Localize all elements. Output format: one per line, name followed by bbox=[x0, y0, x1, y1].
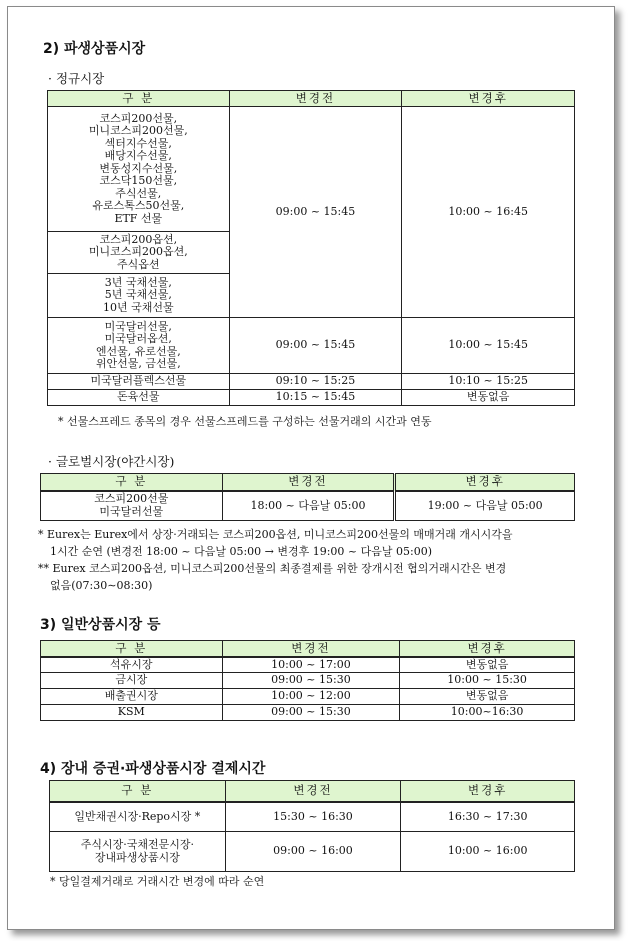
table-row: 일반채권시장·Repo시장 * 15:30 ~ 16:30 16:30 ~ 17:30 bbox=[50, 802, 575, 832]
global-note-2-line-1: ** Eurex 코스피200옵션, 미니코스피200선물의 최종결제를 위한 장개시전 협의거래시간은 변경 bbox=[38, 562, 507, 575]
flex-after-time: 10:10 ~ 15:25 bbox=[402, 374, 575, 390]
header-before: 변경전 bbox=[229, 91, 402, 107]
global-header-after: 변경후 bbox=[395, 474, 575, 491]
global-after-time: 19:00 ~ 다음날 05:00 bbox=[395, 491, 575, 521]
global-header-before: 변경전 bbox=[222, 474, 395, 491]
group1-before-time: 09:00 ~ 15:45 bbox=[229, 107, 402, 318]
header-category: 구 분 bbox=[48, 91, 230, 107]
global-market-table bbox=[40, 473, 575, 521]
global-note-1-line-1: * Eurex는 Eurex에서 상장·거래되는 코스피200옵션, 미니코스피200선물의 매매거래 개시시각을 bbox=[38, 528, 513, 541]
pork-after-time: 변동없음 bbox=[402, 390, 575, 406]
section-3-title: 3) 일반상품시장 등 bbox=[40, 617, 161, 633]
section-2-title: 2) 파생상품시장 bbox=[43, 41, 146, 57]
table-row: 석유시장 10:00 ~ 17:00 변동없음 bbox=[41, 657, 575, 673]
global-header-category: 구 분 bbox=[41, 474, 223, 491]
pork-before-time: 10:15 ~ 15:45 bbox=[229, 390, 402, 406]
table-row: 금시장 09:00 ~ 15:30 10:00 ~ 15:30 bbox=[41, 673, 575, 689]
general-commodity-table bbox=[40, 640, 575, 721]
regular-market-subtitle: · 정규시장 bbox=[48, 71, 105, 86]
row-index-futures: 코스피200선물, 미니코스피200선물, 섹터지수선물, 배당지수선물, 변동성지수선물, 코스닥150선물, 주식선물, 유로스톡스50선물, ETF 선물 bbox=[48, 107, 230, 232]
fx-before-time: 09:00 ~ 15:45 bbox=[229, 318, 402, 374]
s3-header-before: 변경전 bbox=[222, 641, 400, 657]
row-fx-futures: 미국달러선물, 미국달러옵션, 엔선물, 유로선물, 위안선물, 금선물, bbox=[48, 318, 230, 374]
row-flex-futures: 미국달러플렉스선물 bbox=[48, 374, 230, 390]
global-note-2-line-2: 없음(07:30∼08:30) bbox=[50, 579, 153, 592]
global-before-time: 18:00 ~ 다음날 05:00 bbox=[222, 491, 395, 521]
flex-before-time: 09:10 ~ 15:25 bbox=[229, 374, 402, 390]
global-note-1-line-2: 1시간 순연 (변경전 18:00 ~ 다음날 05:00 → 변경후 19:00 ~ 다음날 05:00) bbox=[50, 545, 433, 558]
section-4-title: 4) 장내 증권·파생상품시장 결제시간 bbox=[40, 761, 266, 777]
global-market-subtitle: · 글로벌시장(야간시장) bbox=[48, 454, 175, 469]
row-bond-futures: 3년 국채선물, 5년 국채선물, 10년 국채선물 bbox=[48, 274, 230, 318]
regular-market-note: * 선물스프레드 종목의 경우 선물스프레드를 구성하는 선물거래의 시간과 연동 bbox=[58, 415, 432, 428]
table-row: 주식시장·국채전문시장· 장내파생상품시장 09:00 ~ 16:00 10:00 ~ 16:00 bbox=[50, 832, 575, 872]
row-options: 코스피200옵션, 미니코스피200옵션, 주식옵션 bbox=[48, 232, 230, 274]
settlement-note: * 당일결제거래로 거래시간 변경에 따라 순연 bbox=[50, 875, 265, 888]
global-row-products: 코스피200선물 미국달러선물 bbox=[41, 491, 223, 521]
regular-market-table bbox=[47, 90, 575, 406]
s4-header-category: 구 분 bbox=[50, 781, 226, 802]
header-after: 변경후 bbox=[402, 91, 575, 107]
table-row: 배출권시장 10:00 ~ 12:00 변동없음 bbox=[41, 689, 575, 705]
s3-header-category: 구 분 bbox=[41, 641, 223, 657]
s4-header-before: 변경전 bbox=[225, 781, 401, 802]
settlement-time-table bbox=[49, 780, 575, 872]
table-row: KSM 09:00 ~ 15:30 10:00~16:30 bbox=[41, 705, 575, 721]
group1-after-time: 10:00 ~ 16:45 bbox=[402, 107, 575, 318]
row-pork-futures: 돈육선물 bbox=[48, 390, 230, 406]
fx-after-time: 10:00 ~ 15:45 bbox=[402, 318, 575, 374]
s4-header-after: 변경후 bbox=[401, 781, 575, 802]
s3-header-after: 변경후 bbox=[400, 641, 575, 657]
